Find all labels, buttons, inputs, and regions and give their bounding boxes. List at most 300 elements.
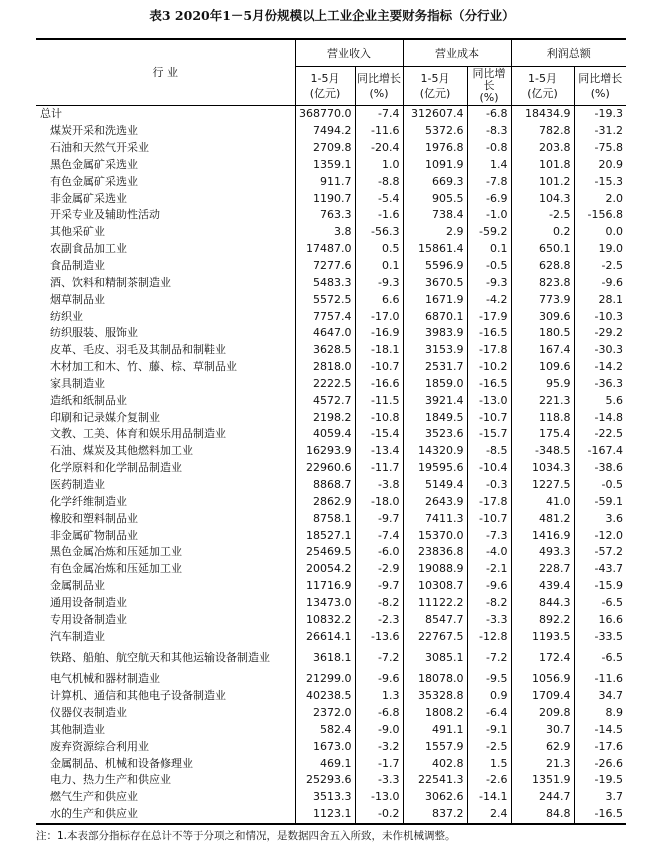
cost-growth-cell: -8.2 xyxy=(467,594,511,611)
cost-growth-cell: -10.4 xyxy=(467,460,511,477)
industry-name-cell: 非金属矿采选业 xyxy=(36,190,295,207)
cost-value-cell: 2643.9 xyxy=(403,493,467,510)
revenue-growth-cell: -10.8 xyxy=(355,409,403,426)
profit-growth-cell: -6.5 xyxy=(601,595,623,609)
cost-growth-cell: -3.3 xyxy=(467,611,511,628)
profit-value-cell: 21.3 xyxy=(511,755,574,772)
table-row xyxy=(36,426,626,443)
revenue-growth-cell: -9.7 xyxy=(355,578,403,595)
profit-value-cell: 172.4 xyxy=(511,645,574,671)
profit-growth-cell: -11.6 xyxy=(594,672,623,686)
cost-growth-cell: -6.9 xyxy=(467,190,511,207)
profit-growth-cell: -22.5 xyxy=(594,427,623,441)
table-row xyxy=(36,241,626,258)
table-row xyxy=(36,755,626,772)
profit-growth-cell: 3.6 xyxy=(605,511,623,525)
revenue-growth-cell: 1.0 xyxy=(355,157,403,174)
table-row xyxy=(36,106,626,123)
cost-growth-cell: -15.7 xyxy=(467,426,511,443)
revenue-value-cell: 2198.2 xyxy=(295,409,355,426)
revenue-growth-cell: -9.7 xyxy=(355,510,403,527)
header-row-groups xyxy=(36,39,626,67)
profit-value-cell: 30.7 xyxy=(511,722,574,739)
cost-value-cell: 15861.4 xyxy=(403,241,467,258)
profit-value-cell: 823.8 xyxy=(511,274,574,291)
profit-value-cell: 1416.9 xyxy=(511,527,574,544)
profit-value-cell: 628.8 xyxy=(511,258,574,275)
revenue-value-cell: 3513.3 xyxy=(295,789,355,806)
revenue-value-cell: 4059.4 xyxy=(295,426,355,443)
profit-value-cell: 175.4 xyxy=(511,426,574,443)
cost-growth-cell: -1.0 xyxy=(467,207,511,224)
header-revenue: 营业收入 xyxy=(295,39,403,67)
profit-growth-cell: -17.6 xyxy=(594,739,623,753)
profit-growth-cell: -33.5 xyxy=(594,629,623,643)
industry-name-cell: 医药制造业 xyxy=(36,477,295,494)
table-row xyxy=(36,376,626,393)
cost-value-cell: 19088.9 xyxy=(403,561,467,578)
revenue-value-cell: 18527.1 xyxy=(295,527,355,544)
revenue-growth-cell: -56.3 xyxy=(355,224,403,241)
table-row xyxy=(36,342,626,359)
cost-value-cell: 5596.9 xyxy=(403,258,467,275)
profit-growth-cell: -9.6 xyxy=(601,275,623,289)
cost-growth-cell: 1.4 xyxy=(467,157,511,174)
profit-growth-cell: -16.5 xyxy=(574,806,626,824)
table-row xyxy=(36,291,626,308)
cost-growth-cell: -2.1 xyxy=(467,561,511,578)
revenue-growth-cell: -18.0 xyxy=(355,493,403,510)
cost-value-cell: 5149.4 xyxy=(403,477,467,494)
cost-value-cell: 312607.4 xyxy=(403,106,467,123)
profit-value-cell: 228.7 xyxy=(511,561,574,578)
revenue-value-cell: 368770.0 xyxy=(295,106,355,123)
profit-value-cell: 1351.9 xyxy=(511,772,574,789)
revenue-growth-cell: -11.6 xyxy=(355,123,403,140)
profit-growth-cell: -10.3 xyxy=(594,309,623,323)
revenue-value-cell: 7757.4 xyxy=(295,308,355,325)
cost-growth-cell: -7.3 xyxy=(467,527,511,544)
profit-growth-cell: -59.1 xyxy=(594,494,623,508)
cost-growth-cell: -16.5 xyxy=(467,376,511,393)
cost-growth-cell: -9.6 xyxy=(467,578,511,595)
revenue-value-cell: 2862.9 xyxy=(295,493,355,510)
revenue-value-cell: 40238.5 xyxy=(295,688,355,705)
revenue-value-cell: 17487.0 xyxy=(295,241,355,258)
revenue-value-cell: 5572.5 xyxy=(295,291,355,308)
cost-growth-cell: 0.1 xyxy=(467,241,511,258)
revenue-value-cell: 13473.0 xyxy=(295,594,355,611)
cost-value-cell: 3983.9 xyxy=(403,325,467,342)
revenue-value-cell: 11716.9 xyxy=(295,578,355,595)
revenue-growth-cell: -7.4 xyxy=(355,527,403,544)
profit-value-cell: 109.6 xyxy=(511,359,574,376)
industry-name-cell: 化学纤维制造业 xyxy=(36,493,295,510)
table-row xyxy=(36,123,626,140)
footnote: 注：1.本表部分指标存在总计不等于分项之和情况，是数据四舍五入所致，未作机械调整。 xyxy=(36,830,456,842)
table-row xyxy=(36,359,626,376)
revenue-growth-cell: -3.3 xyxy=(355,772,403,789)
cost-growth-cell: 2.4 xyxy=(467,806,511,824)
profit-growth-cell: -14.5 xyxy=(594,722,623,736)
table-row xyxy=(36,510,626,527)
cost-value-cell: 1808.2 xyxy=(403,705,467,722)
profit-value-cell: 18434.9 xyxy=(511,106,574,123)
industry-name-cell: 橡胶和塑料制品业 xyxy=(36,510,295,527)
industry-name-cell: 专用设备制造业 xyxy=(36,611,295,628)
cost-value-cell: 11122.2 xyxy=(403,594,467,611)
table-row xyxy=(36,561,626,578)
table-row xyxy=(36,409,626,426)
industry-name-cell: 汽车制造业 xyxy=(36,628,295,645)
cost-growth-cell: -9.3 xyxy=(467,274,511,291)
profit-growth-cell: 34.7 xyxy=(598,689,623,703)
profit-growth-cell: -19.3 xyxy=(594,107,623,121)
cost-growth-cell: -6.4 xyxy=(467,705,511,722)
revenue-growth-cell: -6.0 xyxy=(355,544,403,561)
revenue-value-cell: 7277.6 xyxy=(295,258,355,275)
profit-value-cell: 782.8 xyxy=(511,123,574,140)
table-row xyxy=(36,140,626,157)
profit-growth-cell: -31.2 xyxy=(594,124,623,138)
profit-value-cell: 95.9 xyxy=(511,376,574,393)
table-row xyxy=(36,493,626,510)
industry-name-cell: 皮革、毛皮、羽毛及其制品和制鞋业 xyxy=(36,342,295,359)
industry-name-cell: 金属制品业 xyxy=(36,578,295,595)
industry-name-cell: 其他采矿业 xyxy=(36,224,295,241)
table-row xyxy=(36,544,626,561)
cost-growth-cell: -59.2 xyxy=(467,224,511,241)
table-row xyxy=(36,477,626,494)
cost-value-cell: 3670.5 xyxy=(403,274,467,291)
header-cost-value: 1-5月 (亿元) xyxy=(403,67,467,106)
profit-value-cell: 101.2 xyxy=(511,173,574,190)
industry-name-cell: 农副食品加工业 xyxy=(36,241,295,258)
cost-value-cell: 23836.8 xyxy=(403,544,467,561)
profit-value-cell: 439.4 xyxy=(511,578,574,595)
revenue-growth-cell: -7.4 xyxy=(355,106,403,123)
revenue-value-cell: 26614.1 xyxy=(295,628,355,645)
revenue-value-cell: 4572.7 xyxy=(295,392,355,409)
table-row xyxy=(36,645,626,671)
industry-name-cell: 印刷和记录媒介复制业 xyxy=(36,409,295,426)
profit-growth-cell: -156.8 xyxy=(587,208,623,222)
profit-value-cell: 209.8 xyxy=(511,705,574,722)
profit-growth-cell: -29.2 xyxy=(594,326,623,340)
revenue-value-cell: 16293.9 xyxy=(295,443,355,460)
revenue-growth-cell: -7.2 xyxy=(355,645,403,671)
revenue-growth-cell: -20.4 xyxy=(355,140,403,157)
profit-value-cell: 481.2 xyxy=(511,510,574,527)
revenue-value-cell: 3628.5 xyxy=(295,342,355,359)
profit-value-cell: -2.5 xyxy=(511,207,574,224)
revenue-growth-cell: -8.2 xyxy=(355,594,403,611)
table-row xyxy=(36,392,626,409)
revenue-value-cell: 1190.7 xyxy=(295,190,355,207)
revenue-growth-cell: 6.6 xyxy=(355,291,403,308)
profit-value-cell: 309.6 xyxy=(511,308,574,325)
cost-value-cell: 1091.9 xyxy=(403,157,467,174)
profit-growth-cell: -15.9 xyxy=(594,579,623,593)
profit-value-cell: 773.9 xyxy=(511,291,574,308)
profit-value-cell: 167.4 xyxy=(511,342,574,359)
revenue-value-cell: 8758.1 xyxy=(295,510,355,527)
header-revenue-growth: 同比增长 (%) xyxy=(355,67,403,106)
industry-name-cell: 金属制品、机械和设备修理业 xyxy=(36,755,295,772)
profit-value-cell: 1056.9 xyxy=(511,671,574,688)
industry-name-cell: 燃气生产和供应业 xyxy=(36,789,295,806)
table-row xyxy=(36,443,626,460)
revenue-growth-cell: -16.9 xyxy=(355,325,403,342)
industry-name-cell: 非金属矿物制品业 xyxy=(36,527,295,544)
industry-name-cell: 通用设备制造业 xyxy=(36,594,295,611)
profit-value-cell: 101.8 xyxy=(511,157,574,174)
cost-value-cell: 669.3 xyxy=(403,173,467,190)
industry-name-cell: 造纸和纸制品业 xyxy=(36,392,295,409)
revenue-value-cell: 582.4 xyxy=(295,722,355,739)
revenue-growth-cell: -3.8 xyxy=(355,477,403,494)
cost-value-cell: 1557.9 xyxy=(403,738,467,755)
cost-growth-cell: -10.7 xyxy=(467,409,511,426)
revenue-value-cell: 8868.7 xyxy=(295,477,355,494)
cost-growth-cell: -10.7 xyxy=(467,510,511,527)
revenue-growth-cell: -11.5 xyxy=(355,392,403,409)
industry-name-cell: 文教、工美、体育和娱乐用品制造业 xyxy=(36,426,295,443)
cost-value-cell: 3523.6 xyxy=(403,426,467,443)
profit-growth-cell: 5.6 xyxy=(605,393,623,407)
profit-growth-cell: 16.6 xyxy=(598,612,623,626)
profit-value-cell: 892.2 xyxy=(511,611,574,628)
revenue-value-cell: 3.8 xyxy=(295,224,355,241)
table-row xyxy=(36,157,626,174)
revenue-growth-cell: -13.4 xyxy=(355,443,403,460)
industry-name-cell: 家具制造业 xyxy=(36,376,295,393)
industry-name-cell: 黑色金属冶炼和压延加工业 xyxy=(36,544,295,561)
industry-name-cell: 铁路、船舶、航空航天和其他运输设备制造业 xyxy=(36,645,295,671)
profit-growth-cell: -38.6 xyxy=(594,461,623,475)
cost-value-cell: 905.5 xyxy=(403,190,467,207)
table-row xyxy=(36,738,626,755)
cost-value-cell: 3085.1 xyxy=(403,645,467,671)
profit-growth-cell: -36.3 xyxy=(594,376,623,390)
table-row xyxy=(36,611,626,628)
header-revenue-value: 1-5月 (亿元) xyxy=(295,67,355,106)
cost-growth-cell: -17.8 xyxy=(467,493,511,510)
cost-value-cell: 491.1 xyxy=(403,722,467,739)
cost-growth-cell: -7.2 xyxy=(467,645,511,671)
revenue-growth-cell: 0.5 xyxy=(355,241,403,258)
revenue-growth-cell: -11.7 xyxy=(355,460,403,477)
table-row xyxy=(36,308,626,325)
table-row xyxy=(36,705,626,722)
profit-growth-cell: 8.9 xyxy=(605,706,623,720)
table-row xyxy=(36,224,626,241)
cost-value-cell: 2.9 xyxy=(403,224,467,241)
cost-growth-cell: -0.3 xyxy=(467,477,511,494)
industry-name-cell: 电力、热力生产和供应业 xyxy=(36,772,295,789)
cost-growth-cell: -8.5 xyxy=(467,443,511,460)
profit-value-cell: 180.5 xyxy=(511,325,574,342)
cost-value-cell: 738.4 xyxy=(403,207,467,224)
header-industry: 行 业 xyxy=(36,39,295,106)
industry-name-cell: 开采专业及辅助性活动 xyxy=(36,207,295,224)
profit-value-cell: 244.7 xyxy=(511,789,574,806)
profit-value-cell: 62.9 xyxy=(511,738,574,755)
cost-value-cell: 5372.6 xyxy=(403,123,467,140)
header-cost: 营业成本 xyxy=(403,39,511,67)
profit-growth-cell: -6.5 xyxy=(601,651,623,664)
profit-growth-cell: 19.0 xyxy=(598,242,623,256)
revenue-growth-cell: -6.8 xyxy=(355,705,403,722)
profit-growth-cell: -26.6 xyxy=(594,756,623,770)
cost-growth-cell: -14.1 xyxy=(467,789,511,806)
table-row xyxy=(36,722,626,739)
cost-growth-cell: -2.6 xyxy=(467,772,511,789)
revenue-value-cell: 4647.0 xyxy=(295,325,355,342)
revenue-growth-cell: -8.8 xyxy=(355,173,403,190)
table-body xyxy=(36,106,626,824)
industry-name-cell: 有色金属冶炼和压延加工业 xyxy=(36,561,295,578)
cost-value-cell: 14320.9 xyxy=(403,443,467,460)
table-row xyxy=(36,806,626,824)
cost-value-cell: 18078.0 xyxy=(403,671,467,688)
profit-value-cell: 1709.4 xyxy=(511,688,574,705)
cost-value-cell: 3062.6 xyxy=(403,789,467,806)
revenue-value-cell: 2818.0 xyxy=(295,359,355,376)
revenue-growth-cell: -5.4 xyxy=(355,190,403,207)
cost-growth-cell: -13.0 xyxy=(467,392,511,409)
profit-growth-cell: -30.3 xyxy=(594,343,623,357)
revenue-growth-cell: -0.2 xyxy=(355,806,403,824)
table-row xyxy=(36,274,626,291)
profit-value-cell: 41.0 xyxy=(511,493,574,510)
table-row xyxy=(36,578,626,595)
cost-value-cell: 19595.6 xyxy=(403,460,467,477)
industry-name-cell: 黑色金属矿采选业 xyxy=(36,157,295,174)
industry-name-cell: 食品制造业 xyxy=(36,258,295,275)
revenue-value-cell: 1359.1 xyxy=(295,157,355,174)
cost-growth-cell: -12.8 xyxy=(467,628,511,645)
revenue-value-cell: 25469.5 xyxy=(295,544,355,561)
industry-name-cell: 其他制造业 xyxy=(36,722,295,739)
table-row xyxy=(36,527,626,544)
profit-value-cell: 84.8 xyxy=(511,806,574,824)
profit-value-cell: 1034.3 xyxy=(511,460,574,477)
revenue-growth-cell: -9.0 xyxy=(355,722,403,739)
revenue-growth-cell: 1.3 xyxy=(355,688,403,705)
profit-value-cell: 203.8 xyxy=(511,140,574,157)
revenue-value-cell: 20054.2 xyxy=(295,561,355,578)
cost-value-cell: 7411.3 xyxy=(403,510,467,527)
cost-growth-cell: -9.1 xyxy=(467,722,511,739)
financial-indicators-table xyxy=(36,38,626,825)
cost-value-cell: 15370.0 xyxy=(403,527,467,544)
profit-growth-cell: -12.0 xyxy=(594,528,623,542)
revenue-growth-cell: -1.7 xyxy=(355,755,403,772)
cost-growth-cell: -16.5 xyxy=(467,325,511,342)
revenue-value-cell: 3618.1 xyxy=(295,645,355,671)
revenue-growth-cell: -9.3 xyxy=(355,274,403,291)
revenue-growth-cell: -9.6 xyxy=(355,671,403,688)
revenue-value-cell: 469.1 xyxy=(295,755,355,772)
profit-value-cell: 1193.5 xyxy=(511,628,574,645)
revenue-growth-cell: -10.7 xyxy=(355,359,403,376)
profit-growth-cell: -167.4 xyxy=(587,444,623,458)
header-profit-growth: 同比增长 (%) xyxy=(574,67,626,106)
industry-name-cell: 酒、饮料和精制茶制造业 xyxy=(36,274,295,291)
profit-growth-cell: 0.0 xyxy=(605,225,623,239)
revenue-value-cell: 2222.5 xyxy=(295,376,355,393)
profit-value-cell: 650.1 xyxy=(511,241,574,258)
header-cost-growth: 同比增长 (%) xyxy=(467,67,511,106)
cost-growth-cell: -6.8 xyxy=(467,106,511,123)
industry-name-cell: 总计 xyxy=(36,106,295,123)
table-row xyxy=(36,671,626,688)
cost-growth-cell: -7.8 xyxy=(467,173,511,190)
table-title: 表3 2020年1－5月份规模以上工业企业主要财务指标（分行业） xyxy=(149,8,515,23)
cost-growth-cell: -9.5 xyxy=(467,671,511,688)
revenue-growth-cell: -17.0 xyxy=(355,308,403,325)
industry-name-cell: 电气机械和器材制造业 xyxy=(36,671,295,688)
industry-name-cell: 仪器仪表制造业 xyxy=(36,705,295,722)
table-row xyxy=(36,772,626,789)
profit-growth-cell: -14.2 xyxy=(594,360,623,374)
revenue-value-cell: 1123.1 xyxy=(295,806,355,824)
industry-name-cell: 纺织业 xyxy=(36,308,295,325)
profit-value-cell: 221.3 xyxy=(511,392,574,409)
industry-name-cell: 木材加工和木、竹、藤、棕、草制品业 xyxy=(36,359,295,376)
profit-growth-cell: -0.5 xyxy=(601,477,623,491)
cost-value-cell: 3153.9 xyxy=(403,342,467,359)
revenue-value-cell: 2372.0 xyxy=(295,705,355,722)
profit-value-cell: -348.5 xyxy=(511,443,574,460)
cost-growth-cell: 1.5 xyxy=(467,755,511,772)
table-row xyxy=(36,207,626,224)
table-row xyxy=(36,460,626,477)
industry-name-cell: 计算机、通信和其他电子设备制造业 xyxy=(36,688,295,705)
revenue-value-cell: 5483.3 xyxy=(295,274,355,291)
profit-growth-cell: 28.1 xyxy=(598,292,623,306)
cost-growth-cell: -17.9 xyxy=(467,308,511,325)
profit-growth-cell: 2.0 xyxy=(605,191,623,205)
table-row xyxy=(36,628,626,645)
cost-value-cell: 402.8 xyxy=(403,755,467,772)
profit-value-cell: 1227.5 xyxy=(511,477,574,494)
cost-growth-cell: -4.2 xyxy=(467,291,511,308)
profit-growth-cell: -2.5 xyxy=(601,259,623,273)
revenue-value-cell: 2709.8 xyxy=(295,140,355,157)
revenue-growth-cell: -16.6 xyxy=(355,376,403,393)
revenue-value-cell: 10832.2 xyxy=(295,611,355,628)
table-row xyxy=(36,325,626,342)
cost-growth-cell: -4.0 xyxy=(467,544,511,561)
cost-value-cell: 22541.3 xyxy=(403,772,467,789)
table-row xyxy=(36,594,626,611)
cost-growth-cell: -0.8 xyxy=(467,140,511,157)
table-row xyxy=(36,190,626,207)
industry-name-cell: 石油和天然气开采业 xyxy=(36,140,295,157)
profit-growth-cell: -14.8 xyxy=(594,410,623,424)
cost-value-cell: 35328.8 xyxy=(403,688,467,705)
revenue-value-cell: 763.3 xyxy=(295,207,355,224)
revenue-growth-cell: -13.0 xyxy=(355,789,403,806)
profit-value-cell: 844.3 xyxy=(511,594,574,611)
cost-growth-cell: 0.9 xyxy=(467,688,511,705)
revenue-value-cell: 1673.0 xyxy=(295,738,355,755)
revenue-growth-cell: -13.6 xyxy=(355,628,403,645)
industry-name-cell: 石油、煤炭及其他燃料加工业 xyxy=(36,443,295,460)
cost-growth-cell: -10.2 xyxy=(467,359,511,376)
